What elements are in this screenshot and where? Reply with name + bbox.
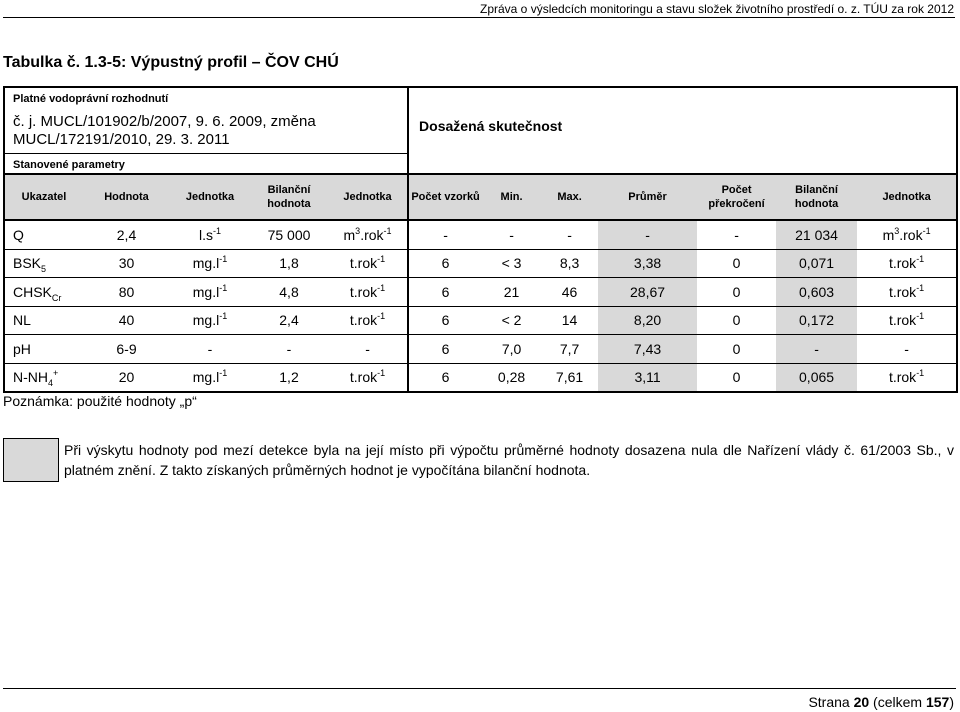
unit-base: -: [904, 340, 909, 357]
cell-jednotka: [170, 249, 250, 278]
cell-min: 7,0: [482, 335, 541, 364]
ukazatel-subscript: 4: [48, 378, 54, 389]
unit-exponent: -1: [916, 311, 925, 322]
col-jednotka-2: Jednotka: [328, 174, 408, 220]
cell-hodnota: 6-9: [83, 335, 170, 364]
unit-base: .rok: [360, 226, 384, 243]
cell-jednotka-3: [857, 306, 957, 335]
ukazatel-superscript: +: [53, 368, 59, 379]
note: Poznámka: použité hodnoty „p“: [3, 393, 197, 409]
footer-suffix: ): [949, 694, 954, 710]
cell-jednotka-2: [328, 335, 408, 364]
cell-jednotka-3: [857, 363, 957, 392]
unit-exponent: -1: [377, 282, 386, 293]
table-title: Tabulka č. 1.3-5: Výpustný profil – ČOV CHÚ: [3, 54, 339, 71]
table-row: [4, 306, 957, 335]
col-min: Min.: [482, 174, 541, 220]
cell-pocet-vzorku: 6: [408, 363, 482, 392]
cell-pocet-vzorku: 6: [408, 278, 482, 307]
unit-exponent: -1: [377, 368, 386, 379]
cell-pocet-prekroceni: 0: [697, 306, 776, 335]
cell-hodnota: 30: [83, 249, 170, 278]
cell-jednotka: [170, 363, 250, 392]
cell-pocet-prekroceni: 0: [697, 335, 776, 364]
unit-exponent: -1: [916, 368, 925, 379]
cell-min: 21: [482, 278, 541, 307]
unit-exponent: -1: [916, 282, 925, 293]
unit-exponent: -1: [219, 254, 228, 265]
cell-jednotka: [170, 306, 250, 335]
cell-hodnota: 80: [83, 278, 170, 307]
cell-pocet-vzorku: 6: [408, 249, 482, 278]
col-max: Max.: [541, 174, 598, 220]
col-jednotka: Jednotka: [170, 174, 250, 220]
cell-pocet-vzorku: -: [408, 220, 482, 249]
regulation-text: č. j. MUCL/101902/b/2007, 9. 6. 2009, změna MUCL/172191/2010, 29. 3. 2011: [13, 113, 316, 148]
cell-prumer: 28,67: [598, 278, 697, 307]
footer-prefix: Strana: [808, 694, 854, 710]
unit-base: mg.l: [192, 369, 220, 386]
cell-bilancni-2: 0,071: [776, 249, 857, 278]
cell-jednotka: [170, 335, 250, 364]
cell-jednotka: [170, 278, 250, 307]
col-pocet-prekroceni: Počet překročení: [697, 174, 776, 220]
cell-hodnota: 2,4: [83, 220, 170, 249]
cell-max: 46: [541, 278, 598, 307]
regulation-label: Platné vodoprávní rozhodnutí: [13, 93, 169, 105]
ukazatel-name: NL: [13, 312, 31, 329]
cell-jednotka-3: [857, 278, 957, 307]
cell-bilancni: 1,2: [250, 363, 328, 392]
achieved-label: Dosažená skutečnost: [408, 87, 957, 174]
cell-max: 14: [541, 306, 598, 335]
cell-pocet-vzorku: 6: [408, 306, 482, 335]
cell-ukazatel: [4, 278, 83, 307]
ukazatel-name: Q: [13, 226, 24, 243]
page-footer: [808, 694, 954, 710]
legend-text: Při výskytu hodnoty pod mezí detekce byla na její místo při výpočtu průměrné hodnoty dosazena nula dle Nařízení vlády č. 61/2003 Sb., v platném znění. Z takto získaných průměrných hodnot je vypočítána bilanční hodnota.: [64, 442, 954, 478]
regulation-box: [4, 87, 408, 174]
unit-base: t.rok: [888, 312, 917, 329]
cell-pocet-prekroceni: 0: [697, 363, 776, 392]
cell-prumer: 3,38: [598, 249, 697, 278]
ukazatel-subscript: Cr: [51, 292, 62, 303]
col-ukazatel: Ukazatel: [4, 174, 83, 220]
cell-prumer: 3,11: [598, 363, 697, 392]
cell-min: < 2: [482, 306, 541, 335]
parameters-label: Stanovené parametry: [5, 153, 407, 173]
unit-exponent: -1: [219, 368, 228, 379]
unit-exponent: 3: [894, 225, 900, 236]
header-divider: [3, 17, 955, 18]
table-row: [4, 363, 957, 392]
unit-exponent: -1: [219, 311, 228, 322]
cell-bilancni-2: 21 034: [776, 220, 857, 249]
table-row: [4, 335, 957, 364]
cell-hodnota: 40: [83, 306, 170, 335]
cell-pocet-prekroceni: -: [697, 220, 776, 249]
cell-bilancni: 4,8: [250, 278, 328, 307]
cell-jednotka: [170, 220, 250, 249]
cell-jednotka-2: [328, 363, 408, 392]
cell-bilancni: 2,4: [250, 306, 328, 335]
cell-max: 7,7: [541, 335, 598, 364]
unit-base: .rok: [899, 226, 923, 243]
cell-ukazatel: [4, 306, 83, 335]
footer-middle: (celkem: [869, 694, 926, 710]
unit-base: mg.l: [192, 312, 220, 329]
legend-swatch: [3, 438, 59, 482]
unit-exponent: 3: [355, 225, 361, 236]
cell-pocet-vzorku: 6: [408, 335, 482, 364]
ukazatel-name: N-NH: [13, 369, 48, 386]
unit-prefix: m: [343, 226, 356, 243]
unit-exponent: -1: [377, 311, 386, 322]
ukazatel-name: BSK: [13, 255, 42, 272]
cell-min: < 3: [482, 249, 541, 278]
cell-jednotka-2: [328, 306, 408, 335]
unit-exponent: -1: [219, 282, 228, 293]
unit-base: t.rok: [349, 312, 378, 329]
cell-jednotka-2: [328, 249, 408, 278]
unit-exponent: -1: [383, 225, 392, 236]
col-jednotka-3: Jednotka: [857, 174, 957, 220]
cell-min: -: [482, 220, 541, 249]
unit-base: t.rok: [349, 283, 378, 300]
unit-base: l.s: [198, 226, 213, 243]
ukazatel-name: pH: [13, 340, 31, 357]
cell-ukazatel: [4, 335, 83, 364]
cell-prumer: 8,20: [598, 306, 697, 335]
table-row: [4, 220, 957, 249]
cell-jednotka-2: [328, 278, 408, 307]
unit-exponent: -1: [212, 225, 221, 236]
unit-exponent: -1: [922, 225, 931, 236]
cell-bilancni: 75 000: [250, 220, 328, 249]
column-header-row: [4, 174, 957, 220]
unit-base: mg.l: [192, 283, 220, 300]
cell-bilancni: -: [250, 335, 328, 364]
cell-jednotka-3: [857, 220, 957, 249]
unit-exponent: -1: [377, 254, 386, 265]
col-pocet-vzorku: Počet vzorků: [408, 174, 482, 220]
unit-base: t.rok: [888, 255, 917, 272]
ukazatel-name: CHSK: [13, 283, 52, 300]
ukazatel-subscript: 5: [41, 264, 47, 275]
cell-jednotka-2: [328, 220, 408, 249]
footer-page: 20: [853, 694, 870, 710]
unit-base: t.rok: [349, 369, 378, 386]
cell-bilancni: 1,8: [250, 249, 328, 278]
col-prumer: Průměr: [598, 174, 697, 220]
col-bilancni-2: Bilanční hodnota: [776, 174, 857, 220]
cell-ukazatel: [4, 363, 83, 392]
unit-prefix: m: [882, 226, 895, 243]
cell-min: 0,28: [482, 363, 541, 392]
cell-pocet-prekroceni: 0: [697, 249, 776, 278]
cell-hodnota: 20: [83, 363, 170, 392]
cell-max: 8,3: [541, 249, 598, 278]
cell-bilancni-2: -: [776, 335, 857, 364]
cell-prumer: -: [598, 220, 697, 249]
col-bilancni: Bilanční hodnota: [250, 174, 328, 220]
table-row: [4, 249, 957, 278]
cell-ukazatel: [4, 249, 83, 278]
unit-exponent: -1: [916, 254, 925, 265]
unit-base: mg.l: [192, 255, 220, 272]
data-table: [3, 86, 958, 393]
unit-base: t.rok: [888, 369, 917, 386]
footer-divider: [3, 688, 956, 689]
footer-total: 157: [925, 694, 950, 710]
cell-bilancni-2: 0,172: [776, 306, 857, 335]
cell-pocet-prekroceni: 0: [697, 278, 776, 307]
cell-max: 7,61: [541, 363, 598, 392]
cell-prumer: 7,43: [598, 335, 697, 364]
unit-base: -: [207, 340, 213, 357]
unit-base: -: [365, 340, 370, 357]
cell-max: -: [541, 220, 598, 249]
cell-ukazatel: [4, 220, 83, 249]
cell-bilancni-2: 0,065: [776, 363, 857, 392]
cell-jednotka-3: [857, 335, 957, 364]
unit-base: t.rok: [888, 283, 917, 300]
unit-base: t.rok: [349, 255, 378, 272]
document-header: Zpráva o výsledcích monitoringu a stavu složek životního prostředí o. z. TÚU za rok 2012: [480, 2, 954, 16]
table-row: [4, 278, 957, 307]
col-hodnota: Hodnota: [83, 174, 170, 220]
cell-jednotka-3: [857, 249, 957, 278]
cell-bilancni-2: 0,603: [776, 278, 857, 307]
